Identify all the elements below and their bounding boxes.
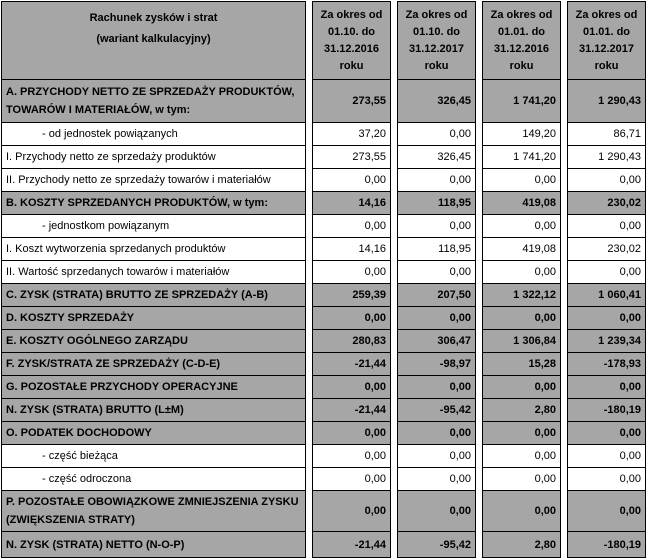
- table-row: [2, 399, 646, 422]
- row-value: 0,00: [483, 468, 561, 491]
- table-row: [2, 238, 646, 261]
- row-value: 0,00: [398, 468, 476, 491]
- row-value: 0,00: [313, 169, 391, 192]
- row-value: 230,02: [568, 192, 646, 215]
- row-value: -95,42: [398, 532, 476, 558]
- row-value: 230,02: [568, 238, 646, 261]
- row-value: 0,00: [313, 422, 391, 445]
- row-value: 1 290,43: [568, 146, 646, 169]
- table-row: [2, 445, 646, 468]
- title-line-2: (wariant kalkulacyjny): [96, 33, 211, 45]
- column-header-q4-2016: Za okres od 01.10. do 31.12.2016 roku: [313, 2, 391, 80]
- row-value: 0,00: [483, 376, 561, 399]
- table-row: [2, 284, 646, 307]
- row-label: N. ZYSK (STRATA) BRUTTO (L±M): [2, 399, 306, 422]
- row-value: 273,55: [313, 146, 391, 169]
- row-value: 0,00: [483, 169, 561, 192]
- row-value: 0,00: [313, 261, 391, 284]
- row-value: 0,00: [313, 215, 391, 238]
- row-value: 419,08: [483, 238, 561, 261]
- table-row: [2, 307, 646, 330]
- table-row: [2, 422, 646, 445]
- row-value: 259,39: [313, 284, 391, 307]
- row-label: II. Wartość sprzedanych towarów i materiałów: [2, 261, 306, 284]
- income-statement-table: [1, 1, 646, 558]
- row-value: 0,00: [313, 445, 391, 468]
- row-value: 2,80: [483, 399, 561, 422]
- title-line-1: Rachunek zysków i strat: [89, 12, 218, 24]
- row-label: O. PODATEK DOCHODOWY: [2, 422, 306, 445]
- row-value: 0,00: [313, 491, 391, 532]
- row-label: F. ZYSK/STRATA ZE SPRZEDAŻY (C-D-E): [2, 353, 306, 376]
- table-row: [2, 123, 646, 146]
- row-value: 280,83: [313, 330, 391, 353]
- row-value: 0,00: [568, 307, 646, 330]
- row-label: E. KOSZTY OGÓLNEGO ZARZĄDU: [2, 330, 306, 353]
- table-row: [2, 491, 646, 532]
- statement-title: [2, 2, 306, 80]
- row-value: 0,00: [568, 376, 646, 399]
- table-row: [2, 169, 646, 192]
- table-row: [2, 146, 646, 169]
- table-row: [2, 330, 646, 353]
- row-value: 207,50: [398, 284, 476, 307]
- row-value: 37,20: [313, 123, 391, 146]
- row-value: 1 239,34: [568, 330, 646, 353]
- row-value: 0,00: [398, 123, 476, 146]
- row-value: 0,00: [568, 468, 646, 491]
- row-value: 0,00: [483, 422, 561, 445]
- row-value: 0,00: [313, 376, 391, 399]
- row-label: A. PRZYCHODY NETTO ZE SPRZEDAŻY PRODUKTÓW, TOWARÓW I MATERIAŁÓW, w tym:: [2, 80, 306, 123]
- row-value: 0,00: [398, 445, 476, 468]
- table-row: [2, 192, 646, 215]
- row-label: I. Przychody netto ze sprzedaży produktów: [2, 146, 306, 169]
- row-value: 0,00: [568, 445, 646, 468]
- row-value: 0,00: [568, 169, 646, 192]
- row-value: 118,95: [398, 238, 476, 261]
- row-value: 86,71: [568, 123, 646, 146]
- row-value: -21,44: [313, 353, 391, 376]
- column-header-year-2017: Za okres od 01.01. do 31.12.2017 roku: [568, 2, 646, 80]
- row-value: 118,95: [398, 192, 476, 215]
- row-value: 1 290,43: [568, 80, 646, 123]
- row-value: 273,55: [313, 80, 391, 123]
- row-value: 0,00: [483, 445, 561, 468]
- row-value: 14,16: [313, 238, 391, 261]
- row-value: 0,00: [568, 422, 646, 445]
- row-value: 0,00: [483, 491, 561, 532]
- row-value: 1 060,41: [568, 284, 646, 307]
- row-value: 1 322,12: [483, 284, 561, 307]
- table-row: [2, 353, 646, 376]
- row-value: 1 741,20: [483, 146, 561, 169]
- row-value: 0,00: [398, 491, 476, 532]
- table-row: [2, 468, 646, 491]
- row-value: 0,00: [568, 261, 646, 284]
- row-value: 149,20: [483, 123, 561, 146]
- row-value: 0,00: [568, 215, 646, 238]
- table-row: [2, 532, 646, 558]
- row-value: -180,19: [568, 532, 646, 558]
- row-label: C. ZYSK (STRATA) BRUTTO ZE SPRZEDAŻY (A-B): [2, 284, 306, 307]
- row-label: N. ZYSK (STRATA) NETTO (N-O-P): [2, 532, 306, 558]
- row-value: 0,00: [568, 491, 646, 532]
- row-label: - od jednostek powiązanych: [2, 123, 306, 146]
- row-value: 0,00: [398, 261, 476, 284]
- row-value: 0,00: [483, 261, 561, 284]
- row-value: 14,16: [313, 192, 391, 215]
- row-value: 1 306,84: [483, 330, 561, 353]
- row-value: 15,28: [483, 353, 561, 376]
- row-value: 0,00: [313, 468, 391, 491]
- row-label: - jednostkom powiązanym: [2, 215, 306, 238]
- row-value: 0,00: [483, 307, 561, 330]
- row-value: 1 741,20: [483, 80, 561, 123]
- table-row: [2, 215, 646, 238]
- row-value: 326,45: [398, 146, 476, 169]
- row-value: 0,00: [398, 376, 476, 399]
- row-value: 0,00: [398, 422, 476, 445]
- row-value: 306,47: [398, 330, 476, 353]
- row-value: 0,00: [398, 169, 476, 192]
- row-label: D. KOSZTY SPRZEDAŻY: [2, 307, 306, 330]
- row-label: G. POZOSTAŁE PRZYCHODY OPERACYJNE: [2, 376, 306, 399]
- row-value: 2,80: [483, 532, 561, 558]
- row-value: 419,08: [483, 192, 561, 215]
- row-value: -178,93: [568, 353, 646, 376]
- row-label: - część bieżąca: [2, 445, 306, 468]
- row-label: - część odroczona: [2, 468, 306, 491]
- row-value: -95,42: [398, 399, 476, 422]
- table-row: [2, 261, 646, 284]
- row-label: II. Przychody netto ze sprzedaży towarów i materiałów: [2, 169, 306, 192]
- row-value: 0,00: [398, 307, 476, 330]
- row-label: B. KOSZTY SPRZEDANYCH PRODUKTÓW, w tym:: [2, 192, 306, 215]
- column-header-q4-2017: Za okres od 01.10. do 31.12.2017 roku: [398, 2, 476, 80]
- row-label: I. Koszt wytworzenia sprzedanych produktów: [2, 238, 306, 261]
- table-row: [2, 376, 646, 399]
- table-row: [2, 80, 646, 123]
- row-value: 0,00: [398, 215, 476, 238]
- row-value: 0,00: [313, 307, 391, 330]
- column-header-year-2016: Za okres od 01.01. do 31.12.2016 roku: [483, 2, 561, 80]
- row-value: -21,44: [313, 532, 391, 558]
- row-value: -180,19: [568, 399, 646, 422]
- row-value: 0,00: [483, 215, 561, 238]
- row-value: -21,44: [313, 399, 391, 422]
- row-value: 326,45: [398, 80, 476, 123]
- row-label: P. POZOSTAŁE OBOWIĄZKOWE ZMNIEJSZENIA ZYSKU (ZWIĘKSZENIA STRATY): [2, 491, 306, 532]
- header-row: [2, 2, 646, 80]
- row-value: -98,97: [398, 353, 476, 376]
